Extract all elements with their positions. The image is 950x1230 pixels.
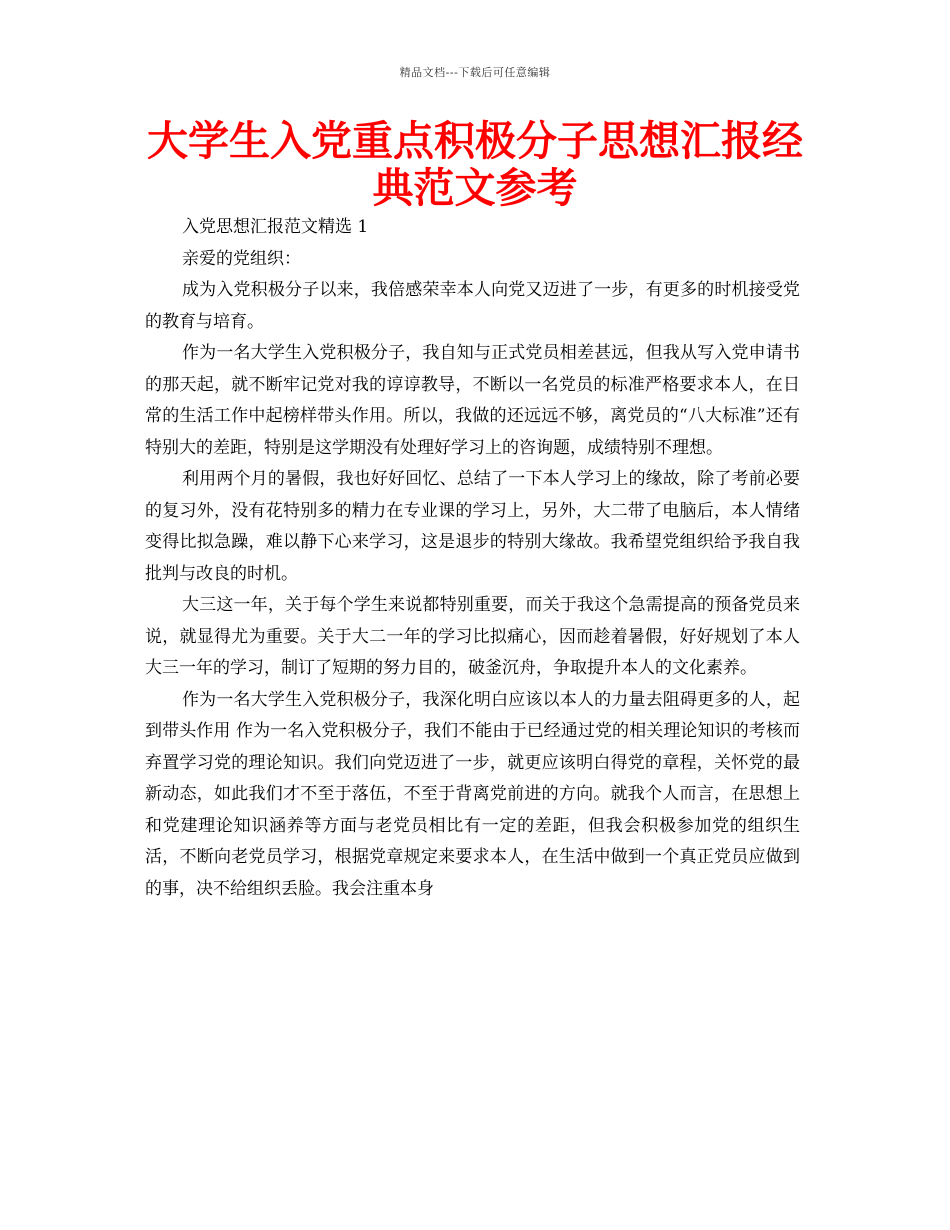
body-paragraph: 成为入党积极分子以来，我倍感荣幸本人向党又迈进了一步，有更多的时机接受党的教育与培育。: [145, 280, 800, 332]
document-body: [145, 212, 800, 905]
body-paragraph: 利用两个月的暑假，我也好好回忆、总结了一下本人学习上的缘故，除了考前必要的复习外，没有花特别多的精力在专业课的学习上，另外，大二带了电脑后，本人情绪变得比拟急躁，难以静下心来学习，这是退步的特别大缘故。我希望党组织给予我自我批判与改良的时机。: [145, 469, 800, 584]
body-paragraph: 作为一名大学生入党积极分子，我深化明白应该以本人的力量去阻碍更多的人，起到带头作用 作为一名入党积极分子，我们不能由于已经通过党的相关理论知识的考核而弃置学习党的理论知识。我们向党迈进了一步，就更应该明白得党的章程，关怀党的最新动态，如此我们才不至于落伍，不至于背离党前进的方向。就我个人而言，在思想上和党建理论知识涵养等方面与老党员相比有一定的差距，但我会积极参加党的组织生活，不断向老党员学习，根据党章规定来要求本人，在生活中做到一个真正党员应做到的事，决不给组织丢脸。我会注重本身: [145, 689, 800, 899]
document-title: 大学生入党重点积极分子思想汇报经典范文参考: [147, 117, 803, 212]
body-paragraph: 作为一名大学生入党积极分子，我自知与正式党员相差甚远，但我从写入党申请书的那天起，就不断牢记党对我的谆谆教导，不断以一名党员的标准严格要求本人，在日常的生活工作中起榜样带头作用。所以，我做的还远远不够，离党员的“八大标准”还有特别大的差距，特别是这学期没有处理好学习上的咨询题，成绩特别不理想。: [145, 343, 800, 458]
header-note: 精品文档---下载后可任意编辑: [399, 66, 551, 79]
section-heading: 入党思想汇报范文精选 1: [182, 217, 369, 237]
salutation: 亲爱的党组织：: [182, 248, 301, 269]
body-paragraph: 大三这一年，关于每个学生来说都特别重要，而关于我这个急需提高的预备党员来说，就显得尤为重要。关于大二一年的学习比拟痛心，因而趁着暑假，好好规划了本人大三一年的学习，制订了短期的努力目的，破釜沉舟，争取提升本人的文化素养。: [145, 595, 800, 678]
